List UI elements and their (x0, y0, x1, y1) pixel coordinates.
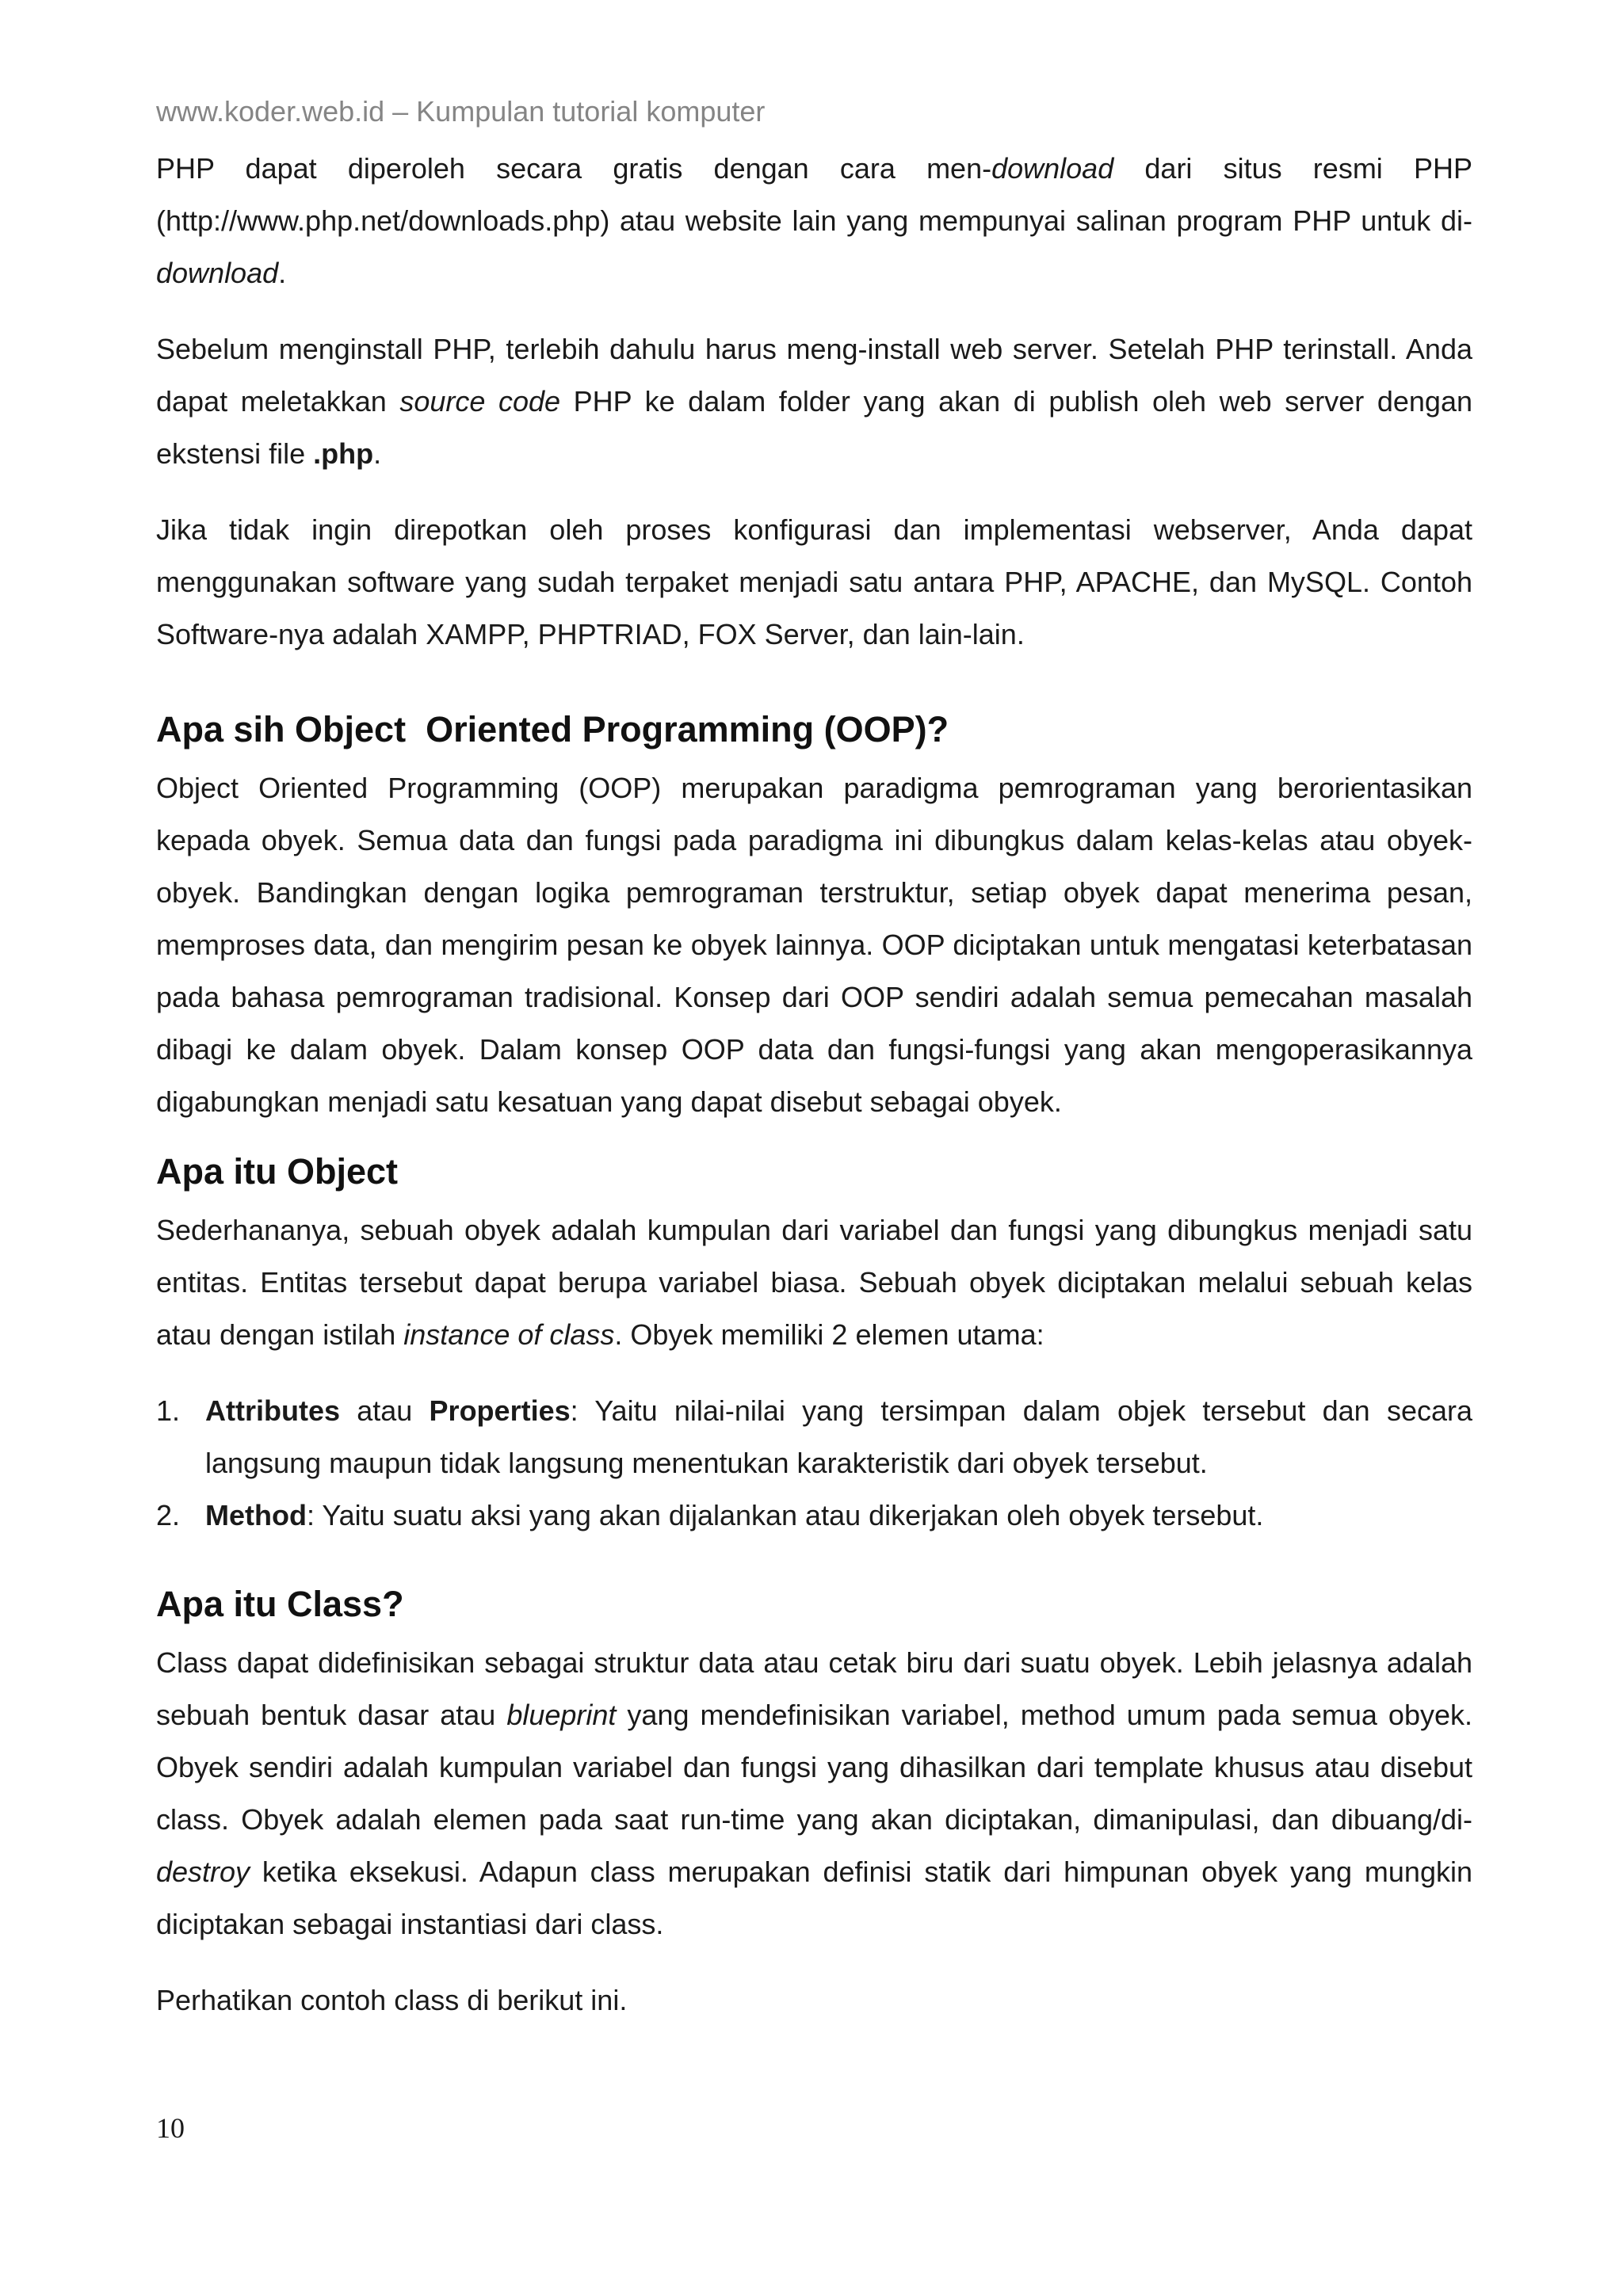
object-elements-list (156, 1385, 1472, 1542)
object-heading: Apa itu Object (156, 1151, 399, 1192)
intro-paragraph-3: Jika tidak ingin direpotkan oleh proses konfigurasi dan implementasi webserver, Anda dapat menggunakan software yang sudah terpaket menjadi satu antara PHP, APACHE, dan MySQL. Contoh Software-nya adalah XAMPP, PHPTRIAD, FOX Server, dan lain-lain. (156, 513, 1472, 650)
object-paragraph: Sederhananya, sebuah obyek adalah kumpulan dari variabel dan fungsi yang dibungkus menjadi satu entitas. Entitas tersebut dapat berupa variabel biasa. Sebuah obyek diciptakan melalui sebuah kelas atau dengan istilah instance of class. Obyek memiliki 2 elemen utama: (156, 1214, 1472, 1351)
class-paragraph-1: Class dapat didefinisikan sebagai struktur data atau cetak biru dari suatu obyek. Lebih jelasnya adalah sebuah bentuk dasar atau blueprint yang mendefinisikan variabel, method umum pada semua obyek. Obyek sendiri adalah kumpulan variabel dan fungsi yang dihasilkan dari template khusus atau disebut class. Obyek adalah elemen pada saat run-time yang akan diciptakan, dimanipulasi, dan dibuang/di-destroy ketika eksekusi. Adapun class merupakan definisi statik dari himpunan obyek yang mungkin diciptakan sebagai instantiasi dari class. (156, 1646, 1472, 1940)
oop-paragraph: Object Oriented Programming (OOP) merupakan paradigma pemrograman yang berorientasikan kepada obyek. Semua data dan fungsi pada paradigma ini dibungkus dalam kelas-kelas atau obyek-obyek. Bandingkan dengan logika pemrograman terstruktur, setiap obyek dapat menerima pesan, memproses data, dan mengirim pesan ke obyek lainnya. OOP diciptakan untuk mengatasi keterbatasan pada bahasa pemrograman tradisional. Konsep dari OOP sendiri adalah semua pemecahan masalah dibagi ke dalam obyek. Dalam konsep OOP data dan fungsi-fungsi yang akan mengoperasikannya digabungkan menjadi satu kesatuan yang dapat disebut sebagai obyek. (156, 772, 1472, 1118)
page-header: www.koder.web.id – Kumpulan tutorial komputer (156, 95, 766, 128)
list-item: 2. Method: Yaitu suatu aksi yang akan dijalankan atau dikerjakan oleh obyek tersebut. (156, 1499, 1264, 1531)
class-paragraph-2: Perhatikan contoh class di berikut ini. (156, 1984, 628, 2016)
class-heading: Apa itu Class? (156, 1584, 404, 1624)
intro-paragraph-2: Sebelum menginstall PHP, terlebih dahulu harus meng-install web server. Setelah PHP terinstall. Anda dapat meletakkan source code PHP ke dalam folder yang akan di publish oleh web server dengan ekstensi file .php. (156, 333, 1472, 470)
list-item: 1. Attributes atau Properties: Yaitu nilai-nilai yang tersimpan dalam objek tersebut dan secara langsung maupun tidak langsung menentukan karakteristik dari obyek tersebut. (156, 1394, 1472, 1479)
intro-paragraph-1: PHP dapat diperoleh secara gratis dengan cara men-download dari situs resmi PHP (http://www.php.net/downloads.php) atau website lain yang mempunyai salinan program PHP untuk di-download. (156, 152, 1472, 289)
oop-heading: Apa sih Object Oriented Programming (OOP)? (156, 709, 949, 749)
page-number: 10 (156, 2112, 185, 2144)
